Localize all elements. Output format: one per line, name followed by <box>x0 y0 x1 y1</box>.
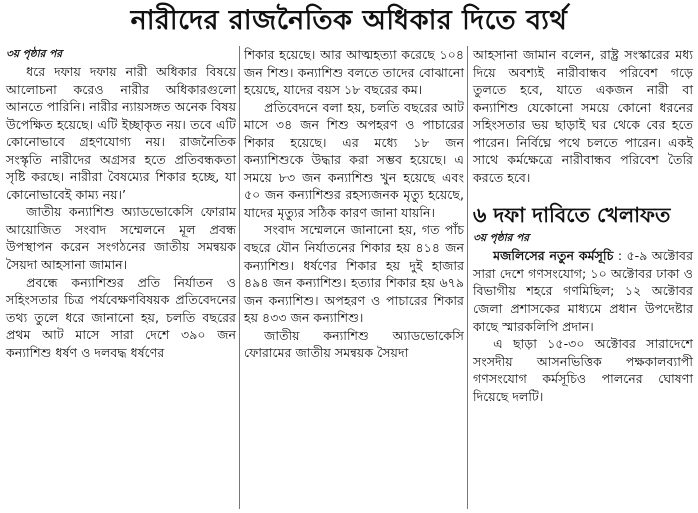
paragraph: প্রবন্ধে কন্যাশিশুর প্রতি নির্যাতন ও সহিংসতার চিত্র পর্যবেক্ষণবিষয়ক প্রতিবেদনের তথ্য তুলে ধরে জানানো হয়, চলতি বছরের প্রথম আট মাসে সারা দেশে ৩৯০ জন কন্যাশিশু ধর্ষণ ও দলবদ্ধ ধর্ষণের <box>6 274 236 360</box>
continued-from-label: ৩য় পৃষ্ঠার পর <box>473 232 530 245</box>
article-column-2 <box>244 46 464 513</box>
paragraph: প্রতিবেদনে বলা হয়, চলতি বছরের আট মাসে ৩৪ জন শিশু অপহরণ ও পাচারের শিকার হয়েছে। এর মধ্যে ১৮ জন কন্যাশিশুকে উদ্ধার করা সম্ভব হয়েছে। এ সময়ে ৮৩ জন কন্যাশিশু খুন হয়েছে এবং ৫০ জন কন্যাশিশুর রহস্যজনক মৃত্যু হয়েছে, যাদের মৃত্যুর সঠিক কারণ জানা যায়নি। <box>244 99 464 220</box>
article-column-3 <box>473 46 693 513</box>
lead-in-rest: : ৫-৯ অক্টোবর সারা দেশে গণসংযোগ; ১০ অক্টোবর ঢাকা ও বিভাগীয় শহরে গণমিছিল; ১২ অক্টোবর জেলা প্রশাসকের মাধ্যমে প্রধান উপদেষ্টার কাছে স্মারকলিপি প্রদান। <box>473 248 693 334</box>
headline: নারীদের রাজনৈতিক অধিকার দিতে ব্যর্থ <box>130 5 568 36</box>
paragraph <box>473 247 693 335</box>
paragraph: জাতীয় কন্যাশিশু অ্যাডভোকেসি ফোরাম আয়োজিত সংবাদ সম্মেলনে মূল প্রবন্ধ উপস্থাপন করেন সংগঠনের জাতীয় সমন্বয়ক সৈয়দা আহসানা জামান। <box>6 204 236 273</box>
continued-from-label: ৩য় পৃষ্ঠার পর <box>6 48 63 60</box>
paragraph: আহসানা জামান বলেন, রাষ্ট্র সংস্কারের মধ্য দিয়ে অবশ্যই নারীবান্ধব পরিবেশ গড়ে তুলতে হবে, যাতে একজন নারী বা কন্যাশিশু যেকোনো সময়ে কোনো ধরনের সহিংসতার ভয় ছাড়াই ঘর থেকে বের হতে পারেন। নির্বিঘ্নে পথে চলতে পারেন। একই সাথে কর্মক্ষেত্রে নারীবান্ধব পরিবেশ তৈরি করতে হবে। <box>473 47 693 185</box>
article-column-1 <box>6 46 236 513</box>
column-divider <box>467 46 468 509</box>
paragraph: সংবাদ সম্মেলনে জানানো হয়, গত পাঁচ বছরে যৌন নির্যাতনের শিকার হয় ৪১৪ জন কন্যাশিশু। ধর্ষণের শিকার হয় দুই হাজার ৪৯৪ জন কন্যাশিশু। হত্যার শিকার হয় ৬৭৯ জন কন্যাশিশু। অপহরণ ও পাচারের শিকার হয় ৪৩৩ জন কন্যাশিশু। <box>244 222 464 326</box>
paragraph: শিকার হয়েছে। আর আত্মহত্যা করেছে ১০৪ জন শিশু। কন্যাশিশু বলতে তাদের বোঝানো হয়েছে, যাদের বয়স ১৮ বছরের কম। <box>244 47 464 98</box>
lead-in-bold: মজলিসের নতুন কর্মসূচি <box>493 248 614 264</box>
paragraph: এ ছাড়া ১৫-৩০ অক্টোবর সারাদেশে সংসদীয় আসনভিত্তিক পক্ষকালব্যাপী গণসংযোগ কর্মসূচিও পালনের ঘোষণা দিয়েছে দলটি। <box>473 336 693 404</box>
column-divider <box>239 46 240 509</box>
second-article-headline: ৬ দফা দাবিতে খেলাফত <box>473 203 671 228</box>
paragraph: জাতীয় কন্যাশিশু অ্যাডভোকেসি ফোরামের জাতীয় সমন্বয়ক সৈয়দা <box>244 327 464 361</box>
paragraph: ধরে দফায় দফায় নারী অধিকার বিষয়ে আলোচনা করেও নারীর অধিকারগুলো আনতে পারিনি। নারীর ন্যায়সঙ্গত অনেক বিষয় উপেক্ষিত হয়েছে। এটি ইচ্ছাকৃত নয়। তবে এটি কোনোভাবে গ্রহণযোগ্য নয়। রাজনৈতিক সংস্কৃতি নারীদের অগ্রসর হতে প্রতিবন্ধকতা সৃষ্টি করছে। নারীরা বৈষম্যের শিকার হচ্ছে, যা কোনোভাবেই কাম্য নয়।’ <box>6 64 236 202</box>
